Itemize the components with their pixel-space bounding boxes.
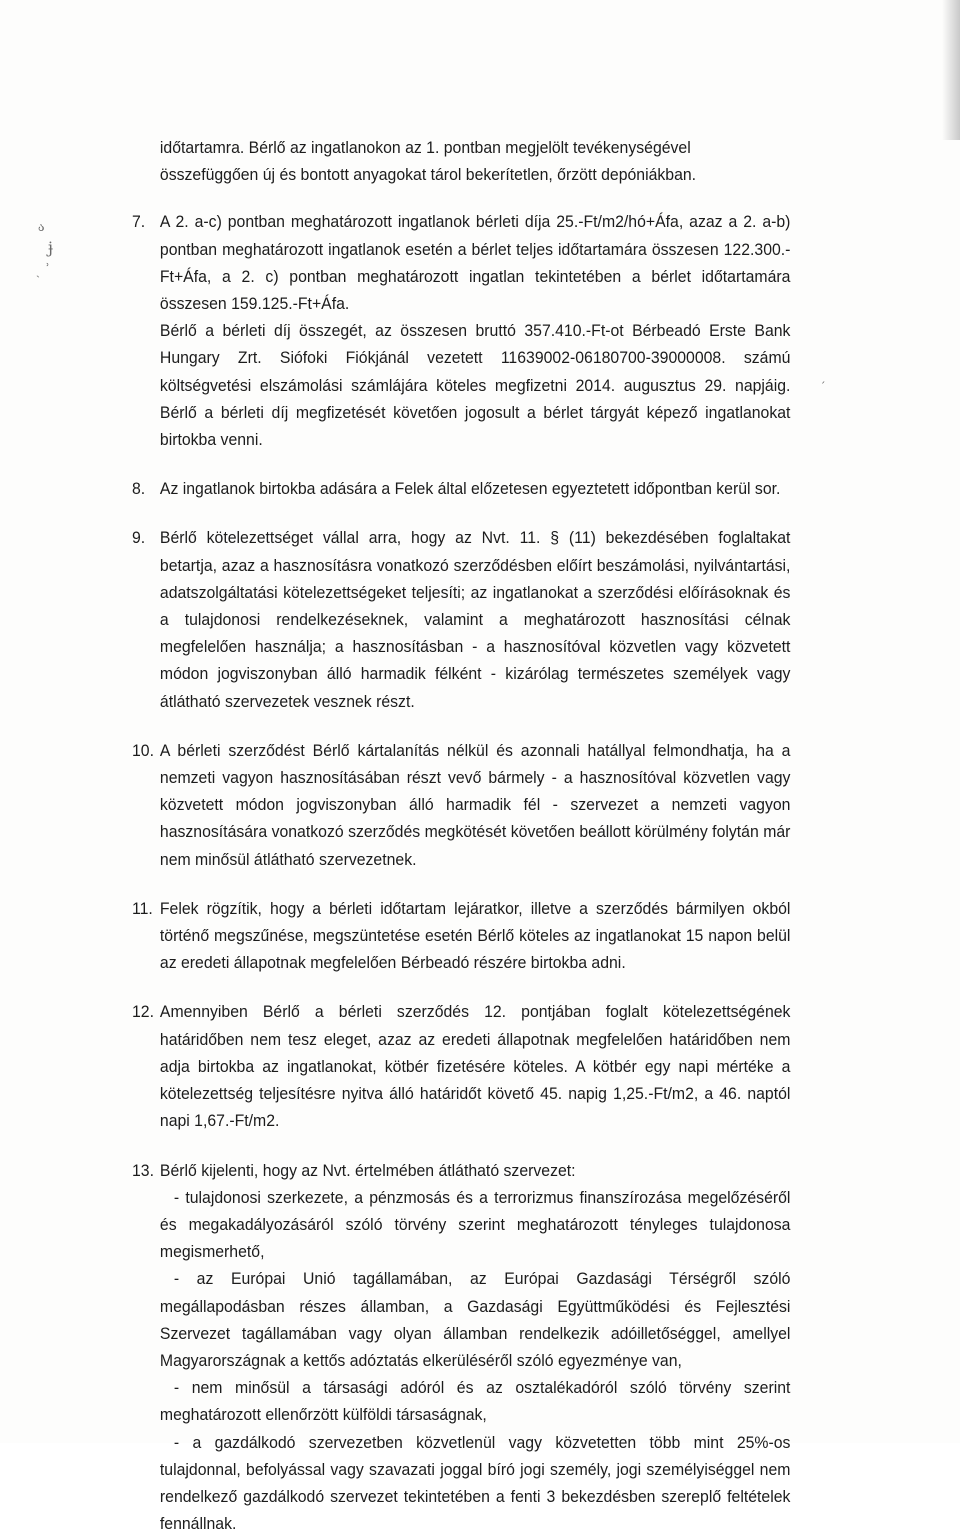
margin-mark: ɉ [48,238,53,257]
margin-mark: ˏ [36,264,40,279]
clause-text: Az ingatlanok birtokba adására a Felek által előzetesen egyeztetett időpontban kerül sor. [160,475,791,502]
clause-10 [132,737,790,873]
clause-13 [132,1157,790,1537]
clause-9 [132,524,790,714]
clause-text: Bérlő a bérleti díj összegét, az összesen bruttó 357.410.-Ft-ot Bérbeadó Erste Bank Hungary Zrt. Siófoki Fiókjánál vezetett 11639002-06180700-39000008. számú költségvetési elszámolási számlájára köteles megfizetni 2014. augusztus 29. napjáig. Bérlő a bérleti díj megfizetését követően jogosult a bérlet tárgyát képező ingatlanokat birtokba venni. [160,317,791,453]
clause-11 [132,895,790,977]
clause-text: Felek rögzítik, hogy a bérleti időtartam lejáratkor, illetve a szerződés bármilyen okból történő megszűnése, megszüntetése esetén Bérlő köteles az ingatlanokat 15 napon belül az eredeti állapotnak megfelelően Bérbeadó részére birtokba adni. [160,895,791,977]
clause-number: 8. [132,475,145,502]
page-edge-shadow [942,0,960,140]
clause-subitem: - tulajdonosi szerkezete, a pénzmosás és a terrorizmus finanszírozása megelőzéséről és megakadályozásáról szóló törvény szerint meghatározott tényleges tulajdonosa megismerhető, [160,1184,791,1266]
margin-mark: ა [38,220,45,234]
clause-text: Bérlő kijelenti, hogy az Nvt. értelmében átlátható szervezet: [160,1157,791,1184]
clause-number: 12. [132,998,154,1025]
margin-mark: ˒ [46,258,50,272]
clause-number: 10. [132,737,154,764]
clause-text: Bérlő kötelezettséget vállal arra, hogy az Nvt. 11. § (11) bekezdésében foglaltakat betartja, azaz a hasznosításra vonatkozó szerződésben előírt beszámolási, nyilvántartási, adatszolgáltatási kötelezettségeket teljesíti; az ingatlanokat a szerződési előírásoknak és a tulajdonosi rendelkezéseknek, valamint a meghatározott hasznosítási célnak megfelelően használja; a hasznosításban - a hasznosítóval közvetlen vagy közvetett módon jogviszonyban álló harmadik félként - kizárólag természetes személyek vagy átlátható szervezetek vesznek részt. [160,524,791,714]
clause-number: 9. [132,524,145,551]
clause-8 [132,475,790,502]
clause-7 [132,208,790,453]
margin-mark: ˊ [820,380,826,393]
clause-number: 13. [132,1157,154,1184]
clause-text: Amennyiben Bérlő a bérleti szerződés 12. pontjában foglalt kötelezettségének határidőben nem tesz eleget, azaz az eredeti állapotnak megfelelően határidőben nem adja birtokba az ingatlanokat, kötbér fizetésére köteles. A kötbér egy napi mértéke a kötelezettség teljesítésre nyitva álló határidőt követő 45. napig 1,25.-Ft/m2, a 46. naptól napi 1,67.-Ft/m2. [160,998,791,1134]
clause-subitem: - az Európai Unió tagállamában, az Európai Gazdasági Térségről szóló megállapodásban részes államban, a Gazdasági Együttműködési és Fejlesztési Szervezet tagállamában vagy olyan államban rendelkezik adóilletőséggel, amellyel Magyarországnak a kettős adóztatás elkerüléséről szóló egyezménye van, [160,1265,791,1374]
intro-paragraph: időtartamra. Bérlő az ingatlanokon az 1. pontban megjelölt tevékenységével összefüggően új és bontott anyagokat tárol bekerítetlen, őrzött depóniákban. [132,134,790,188]
clause-number: 11. [132,895,153,922]
clause-subitem: - nem minősül a társasági adóról és az osztalékadóról szóló törvény szerint meghatározott ellenőrzött külföldi társaságnak, [160,1374,791,1428]
clause-subitem: - a gazdálkodó szervezetben közvetlenül vagy közvetetten több mint 25%-os tulajdonnal, befolyással vagy szavazati joggal bíró jogi személy, jogi személyiséggel nem rendelkező gazdálkodó szervezet tekintetében a fenti 3 bekezdésben szereplő feltételek fennállnak. [160,1429,791,1537]
clause-text: A 2. a-c) pontban meghatározott ingatlanok bérleti díja 25.-Ft/m2/hó+Áfa, azaz a 2. a-b) pontban meghatározott ingatlanok esetén a bérlet teljes időtartamára összesen 122.300.-Ft+Áfa, a 2. c) pontban meghatározott ingatlan tekintetében a bérlet időtartamára összesen 159.125.-Ft+Áfa. [160,208,791,317]
clause-text: A bérleti szerződést Bérlő kártalanítás nélkül és azonnali hatállyal felmondhatja, ha a nemzeti vagyon hasznosításában részt vevő bármely - a hasznosítóval közvetlen vagy közvetett módon jogviszonyban álló harmadik fél - szervezet a nemzeti vagyon hasznosítására vonatkozó szerződés megkötését követően beállott körülmény folytán már nem minősül átlátható szervezetnek. [160,737,791,873]
clause-number: 7. [132,208,145,235]
clause-12 [132,998,790,1134]
document-body [132,134,790,1537]
